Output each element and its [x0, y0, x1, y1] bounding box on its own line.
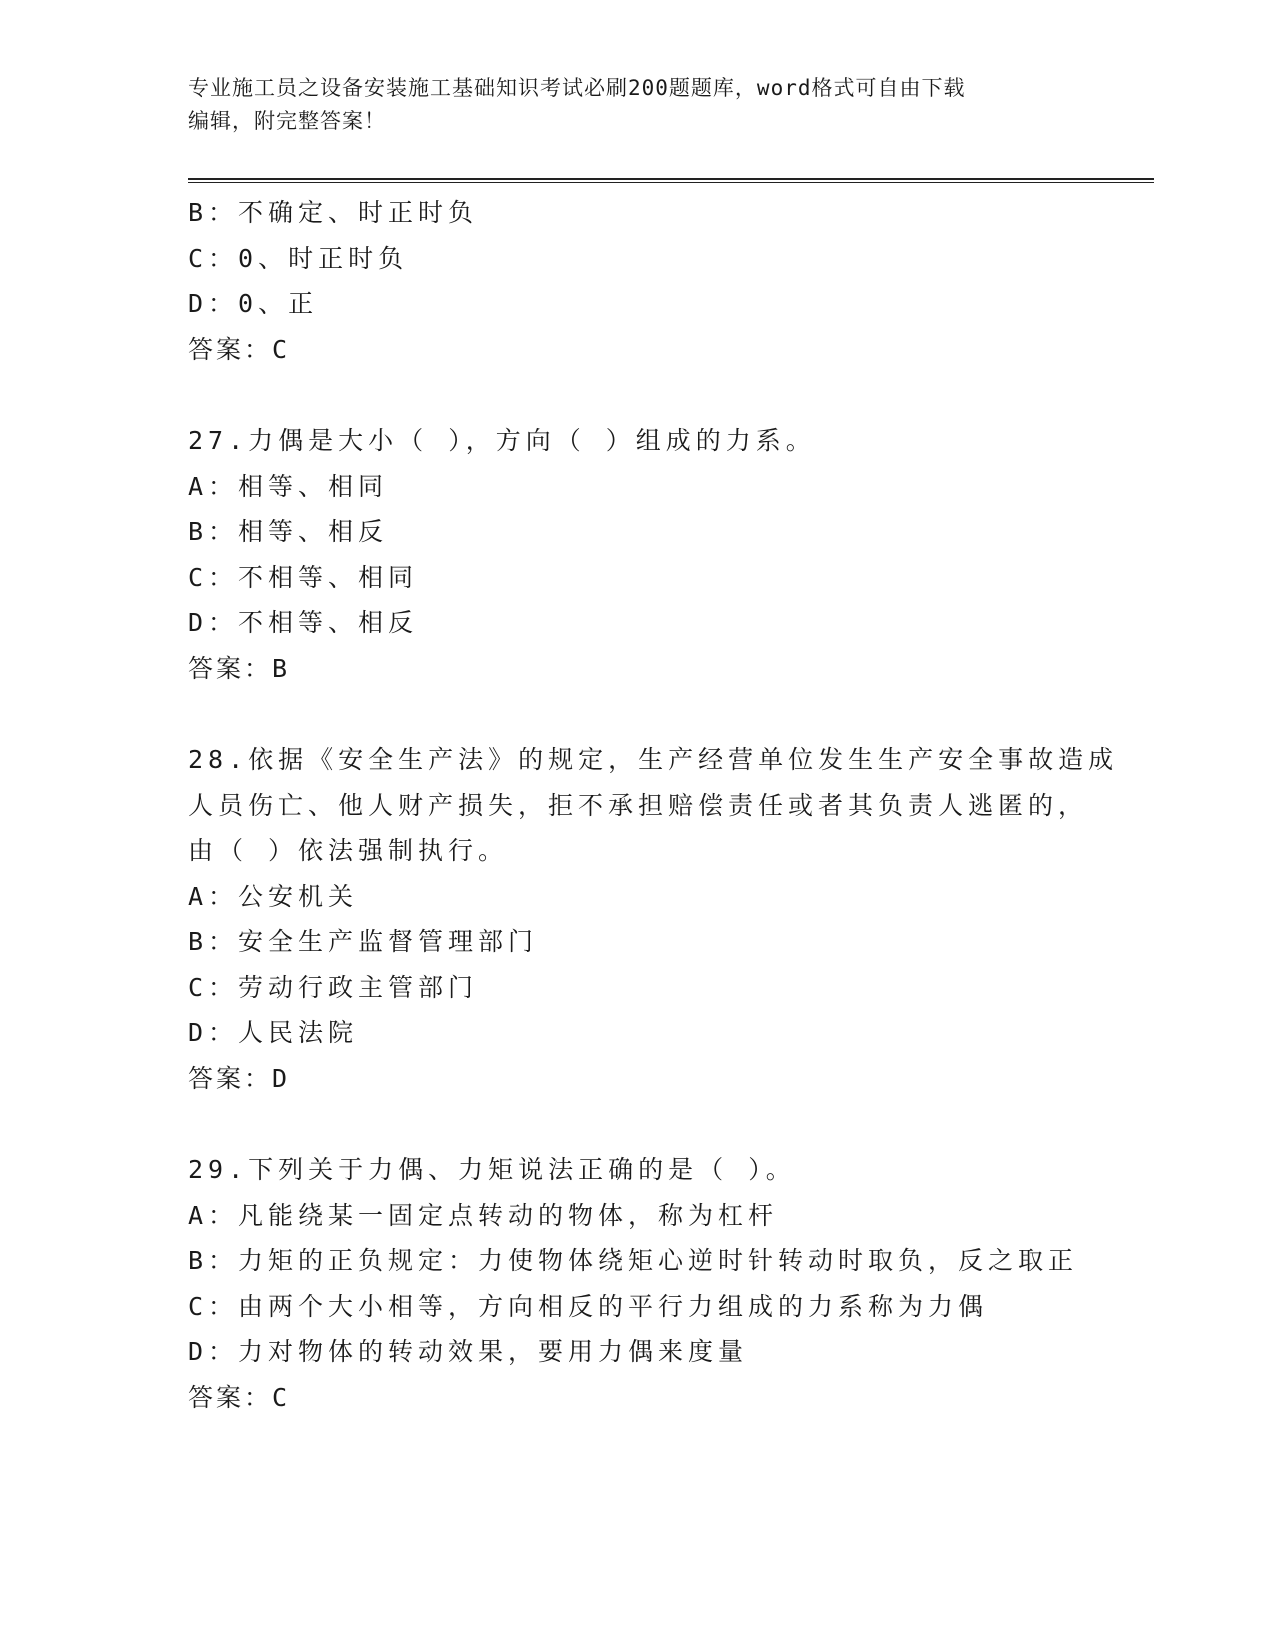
option-d: D：力对物体的转动效果，要用力偶来度量	[188, 1337, 749, 1366]
question-29	[188, 1147, 1088, 1420]
option-a: A：相等、相同	[188, 471, 389, 501]
question-28	[188, 737, 1119, 1101]
page-header	[188, 72, 1068, 138]
spacer	[188, 691, 1088, 737]
option-b: B：安全生产监督管理部门	[188, 927, 539, 956]
option-b: B：不确定、时正时负	[188, 198, 479, 227]
option-b: B：力矩的正负规定：力使物体绕矩心逆时针转动时取负，反之取正	[188, 1246, 1079, 1275]
option-a: A：公安机关	[188, 881, 359, 911]
answer: 答案：C	[188, 334, 291, 364]
option-c: C：0、时正时负	[188, 243, 409, 273]
option-d: D：0、正	[188, 289, 319, 318]
option-d: D：不相等、相反	[188, 608, 419, 637]
question-stem	[188, 737, 1119, 874]
option-c: C：劳动行政主管部门	[188, 972, 479, 1002]
option-d: D：人民法院	[188, 1018, 359, 1047]
option-a: A：凡能绕某一固定点转动的物体，称为杠杆	[188, 1200, 779, 1230]
header-line-1: 专业施工员之设备安装施工基础知识考试必刷200题题库，word格式可自由下载	[188, 76, 966, 100]
question-stem: 27.力偶是大小（ ），方向（ ）组成的力系。	[188, 426, 816, 455]
answer: 答案：D	[188, 1063, 291, 1093]
header-line-2: 编辑，附完整答案！	[188, 109, 386, 133]
header-divider	[188, 178, 1154, 183]
question-list	[188, 190, 1119, 1420]
question-27	[188, 418, 1088, 691]
question-stem: 29.下列关于力偶、力矩说法正确的是（ ）。	[188, 1155, 796, 1184]
option-c: C：由两个大小相等，方向相反的平行力组成的力系称为力偶	[188, 1291, 989, 1321]
answer: 答案：B	[188, 653, 291, 683]
spacer	[188, 372, 1088, 418]
question-26	[188, 190, 1088, 372]
spacer	[188, 1101, 1088, 1147]
question-stem-line: 28.依据《安全生产法》的规定，生产经营单位发生生产安全事故造成	[188, 745, 1119, 774]
answer: 答案：C	[188, 1382, 291, 1412]
option-b: B：相等、相反	[188, 517, 389, 546]
option-c: C：不相等、相同	[188, 562, 419, 592]
question-stem-line: 人员伤亡、他人财产损失，拒不承担赔偿责任或者其负责人逃匿的，	[188, 790, 1089, 820]
question-stem-line: 由（ ）依法强制执行。	[188, 836, 509, 865]
